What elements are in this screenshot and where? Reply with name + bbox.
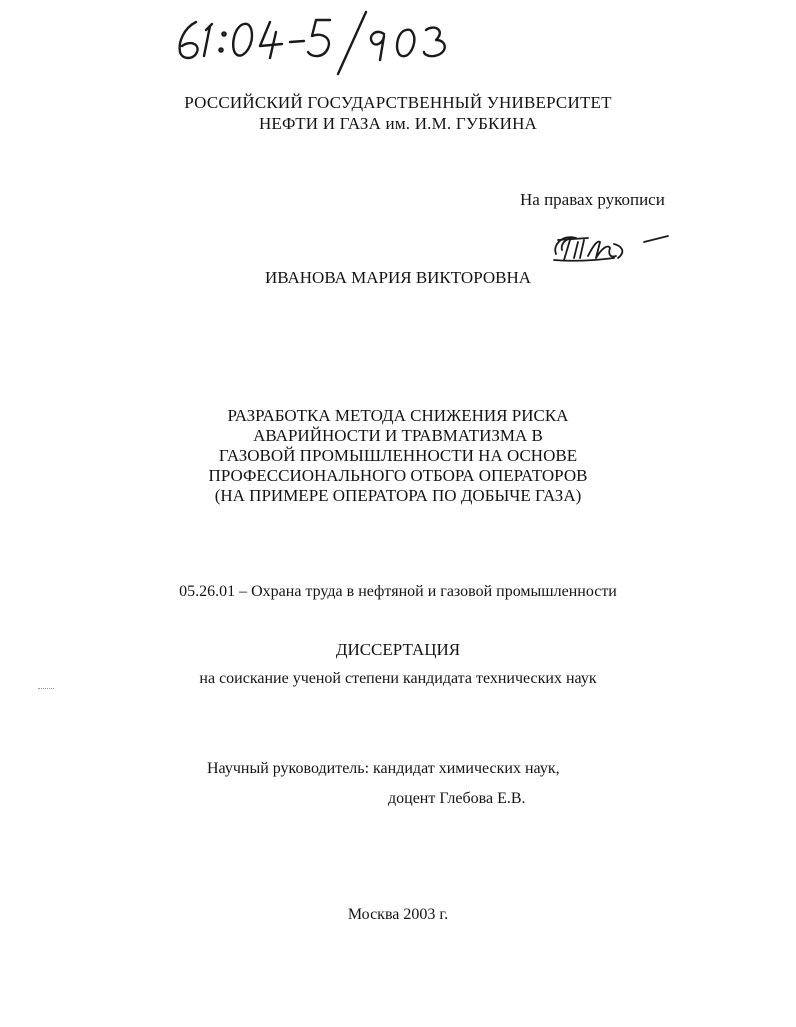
title-line: РАЗРАБОТКА МЕТОДА СНИЖЕНИЯ РИСКА xyxy=(227,406,569,425)
title-line: АВАРИЙНОСТИ И ТРАВМАТИЗМА В xyxy=(253,426,543,445)
degree-purpose: на соискание ученой степени кандидата технических наук xyxy=(199,670,597,687)
title-line: (НА ПРИМЕРЕ ОПЕРАТОРА ПО ДОБЫЧЕ ГАЗА) xyxy=(214,486,582,505)
title-line: ГАЗОВОЙ ПРОМЫШЛЕННОСТИ НА ОСНОВЕ xyxy=(218,446,578,465)
specialty-code: 05.26.01 – Охрана труда в нефтяной и газовой промышленности xyxy=(179,583,617,600)
university-name-line-2: НЕФТИ И ГАЗА им. И.М. ГУБКИНА xyxy=(258,114,538,133)
dissertation-label: ДИССЕРТАЦИЯ xyxy=(335,640,461,659)
dissertation-title xyxy=(0,406,796,506)
rights-note: На правах рукописи xyxy=(520,190,665,209)
city-and-year: Москва 2003 г. xyxy=(347,906,449,923)
advisor-line-1: Научный руководитель: кандидат химических наук, xyxy=(207,760,560,777)
title-line: ПРОФЕССИОНАЛЬНОГО ОТБОРА ОПЕРАТОРОВ xyxy=(208,466,588,485)
advisor-line-2: доцент Глебова Е.В. xyxy=(388,790,526,807)
signature-glyphs xyxy=(548,226,678,270)
handwritten-signature xyxy=(548,226,678,270)
author-name: ИВАНОВА МАРИЯ ВИКТОРОВНА xyxy=(264,268,532,287)
handwritten-archive-code xyxy=(170,8,460,78)
university-name-line-1: РОССИЙСКИЙ ГОСУДАРСТВЕННЫЙ УНИВЕРСИТЕТ xyxy=(184,93,612,112)
handwritten-code-glyphs xyxy=(170,8,460,78)
scan-artifact xyxy=(38,688,54,691)
